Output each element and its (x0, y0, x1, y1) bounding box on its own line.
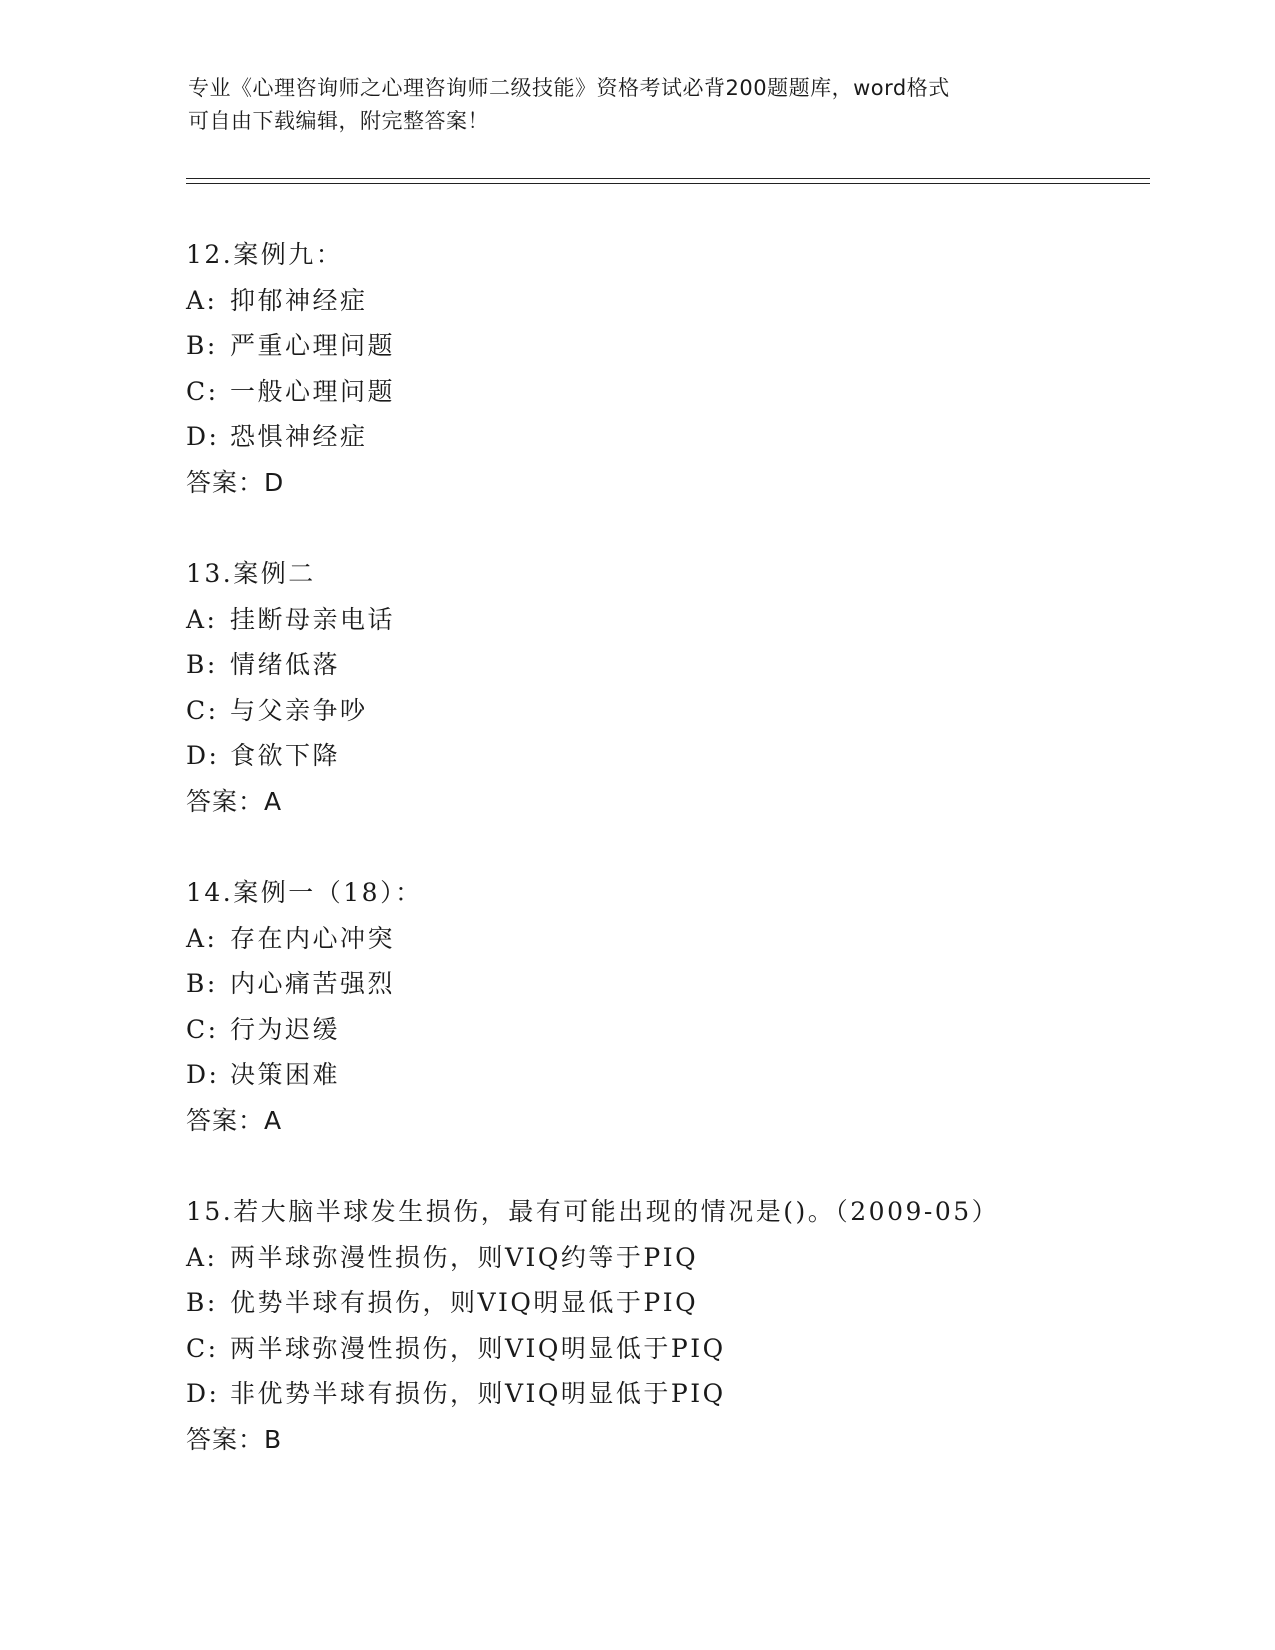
option-label: C: (186, 376, 219, 406)
option-label: D: (186, 1379, 220, 1408)
option-text: 与父亲争吵 (230, 695, 368, 725)
option-c (186, 1326, 1146, 1372)
question-13 (186, 551, 1146, 824)
option-b (186, 961, 1146, 1007)
option-label: D: (186, 422, 220, 451)
option-text: 优势半球有损伤，则VIQ明显低于PIQ (230, 1288, 699, 1317)
option-text: 抑郁神经症 (230, 285, 368, 315)
option-a (186, 916, 1146, 962)
option-a (186, 1235, 1146, 1281)
question-title: 14.案例一（18）： (186, 878, 423, 907)
option-d (186, 1371, 1146, 1417)
option-c (186, 688, 1146, 734)
option-text: 挂断母亲电话 (230, 604, 396, 634)
option-text: 严重心理问题 (230, 331, 396, 360)
option-text: 决策困难 (230, 1060, 341, 1089)
option-c (186, 369, 1146, 415)
document-header (188, 72, 1068, 138)
header-line-1: 专业《心理咨询师之心理咨询师二级技能》资格考试必背200题题库，word格式 (188, 76, 950, 100)
option-label: A: (186, 1242, 218, 1272)
option-text: 内心痛苦强烈 (230, 969, 396, 998)
answer-line: 答案：D (186, 467, 285, 497)
option-text: 情绪低落 (230, 650, 341, 679)
question-12 (186, 232, 1146, 505)
option-text: 两半球弥漫性损伤，则VIQ明显低于PIQ (230, 1333, 726, 1363)
answer-line: 答案：B (186, 1424, 283, 1454)
option-text: 两半球弥漫性损伤，则VIQ约等于PIQ (230, 1242, 699, 1272)
option-c (186, 1007, 1146, 1053)
option-b (186, 323, 1146, 369)
option-d (186, 733, 1146, 779)
option-label: A: (186, 604, 218, 634)
option-label: D: (186, 1060, 220, 1089)
option-text: 一般心理问题 (230, 376, 396, 406)
option-d (186, 414, 1146, 460)
option-text: 食欲下降 (230, 741, 341, 770)
option-text: 恐惧神经症 (230, 422, 368, 451)
option-text: 非优势半球有损伤，则VIQ明显低于PIQ (230, 1379, 726, 1408)
option-text: 行为迟缓 (230, 1014, 341, 1044)
header-divider-top (186, 178, 1150, 179)
question-list (186, 232, 1146, 1508)
option-a (186, 278, 1146, 324)
question-title: 13.案例二 (186, 559, 316, 588)
question-15 (186, 1189, 1146, 1462)
option-label: B: (186, 1288, 218, 1317)
option-a (186, 597, 1146, 643)
option-label: B: (186, 650, 218, 679)
header-divider-bottom (186, 183, 1150, 184)
answer-line: 答案：A (186, 786, 283, 816)
option-b (186, 1280, 1146, 1326)
option-d (186, 1052, 1146, 1098)
option-label: A: (186, 923, 218, 953)
option-label: C: (186, 1014, 219, 1044)
option-b (186, 642, 1146, 688)
question-title: 12.案例九： (186, 240, 344, 269)
question-14 (186, 870, 1146, 1143)
question-title: 15.若大脑半球发生损伤，最有可能出现的情况是()。（2009-05） (186, 1197, 1000, 1226)
option-label: C: (186, 1333, 219, 1363)
option-label: B: (186, 331, 218, 360)
option-label: A: (186, 285, 218, 315)
answer-line: 答案：A (186, 1105, 283, 1135)
option-label: D: (186, 741, 220, 770)
header-line-2: 可自由下载编辑，附完整答案！ (188, 109, 489, 133)
option-label: C: (186, 695, 219, 725)
option-label: B: (186, 969, 218, 998)
option-text: 存在内心冲突 (230, 923, 396, 953)
